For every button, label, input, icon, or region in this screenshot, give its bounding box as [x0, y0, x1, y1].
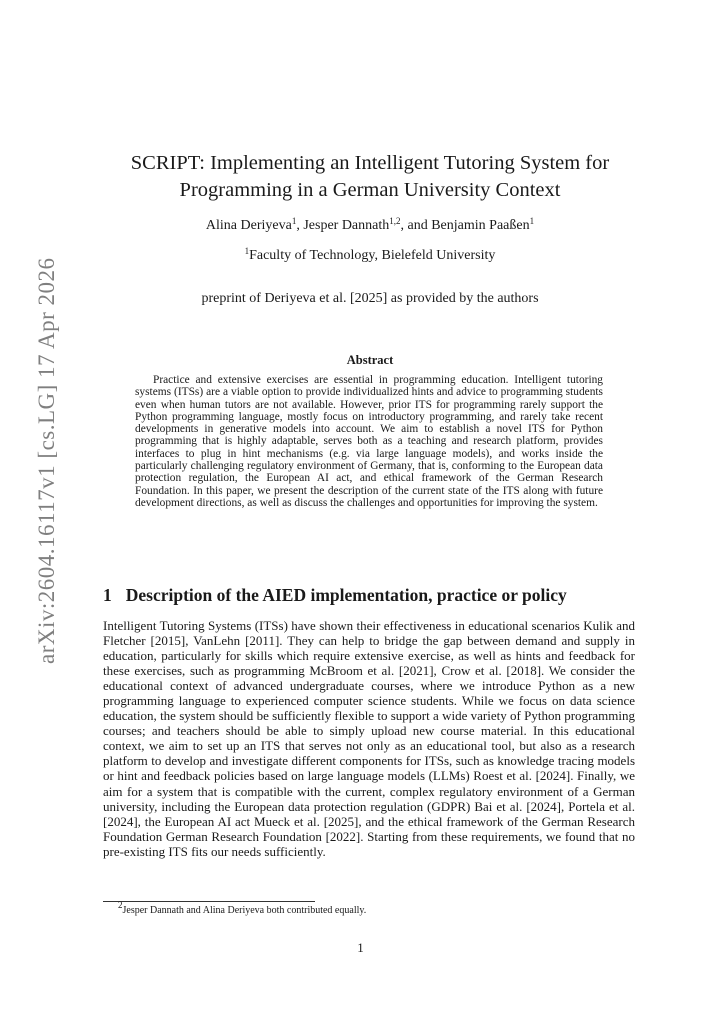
affiliation-text: Faculty of Technology, Bielefeld University: [249, 248, 496, 263]
affiliation-mark: 1: [244, 246, 250, 256]
arxiv-identifier-stamp: arXiv:2604.16117v1 [cs.LG] 17 Apr 2026: [34, 257, 59, 664]
author-separator: ,: [296, 218, 304, 233]
author-name: Benjamin Paaßen: [431, 218, 530, 233]
affiliation: [80, 248, 660, 264]
paper-title: [80, 150, 660, 204]
section-number: 1: [103, 585, 112, 605]
section-title: Description of the AIED implementation, practice or policy: [125, 585, 567, 605]
abstract-text: Practice and extensive exercises are essential in programming education. Intelligent tutoring systems (ITSs) are a viable option to provide individualized hints and advice to programming students even when human tutors are not available. However, prior ITS for programming rarely support the Python programming language, mostly focus on introductory programming, and rarely take recent developments in generative models into account. We aim to establish a novel ITS for Python programming that is highly adaptable, serves both as a teaching and research platform, provides interfaces to plug in hint mechanisms (e.g. via large language models), and works inside the particularly challenging regulatory environment of Germany, that is, conforming to the European data protection regulation, the European AI act, and ethical framework of the German Research Foundation. In this paper, we present the description of the current state of the ITS along with future development directions, as well as discuss the challenges and opportunities for improving the system.: [135, 374, 603, 509]
author-affiliation-mark: 1: [529, 216, 535, 226]
title-line-1: SCRIPT: Implementing an Intelligent Tutoring System for: [130, 152, 610, 174]
author-separator: , and: [400, 218, 432, 233]
author-name: Jesper Dannath: [303, 218, 390, 233]
footnote: [118, 900, 367, 916]
author-list: [80, 218, 660, 234]
preprint-note: preprint of Deriyeva et al. [2025] as provided by the authors: [201, 291, 539, 306]
author-name: Alina Deriyeva: [205, 218, 292, 233]
title-line-2: Programming in a German University Context: [179, 179, 561, 201]
author-affiliation-mark: 1,2: [389, 216, 401, 226]
section-heading: [103, 585, 567, 606]
footnote-mark: 2: [118, 900, 123, 910]
author-affiliation-mark: 1: [291, 216, 297, 226]
page-number: 1: [357, 940, 364, 955]
abstract-heading: Abstract: [346, 353, 394, 367]
section-body-paragraph: Intelligent Tutoring Systems (ITSs) have shown their effectiveness in educational scenarios Kulik and Fletcher [2015], VanLehn [2011]. They can help to bridge the gap between demand and supply in education, particularly for skills which require extensive exercise, as well as hints and feedback for these exercises, such as programming McBroom et al. [2021], Crow et al. [2018]. We consider the educational context of advanced undergraduate courses, where we introduce Python as a new programming language to experienced computer science students. While we focus on data science education, the system should be sufficiently flexible to support a wide variety of Python programming courses; and teachers should be able to simply upload new course material. In this educational context, we aim to set up an ITS that serves not only as an educational tool, but also as a research platform to develop and investigate different components for ITSs, such as knowledge tracing models or hint and feedback policies based on large language models (LLMs) Roest et al. [2024]. Finally, we aim for a system that is compatible with the current, complex regulatory environment of a German university, including the European data protection regulation (GDPR) Bai et al. [2024], Portela et al. [2024], the European AI act Mueck et al. [2025], and the ethical framework of the German Research Foundation German Research Foundation [2022]. Starting from these requirements, we found that no pre-existing ITS fits our needs sufficiently.: [103, 618, 635, 859]
footnote-text: Jesper Dannath and Alina Deriyeva both contributed equally.: [122, 905, 367, 916]
footnote-divider: [103, 901, 315, 902]
